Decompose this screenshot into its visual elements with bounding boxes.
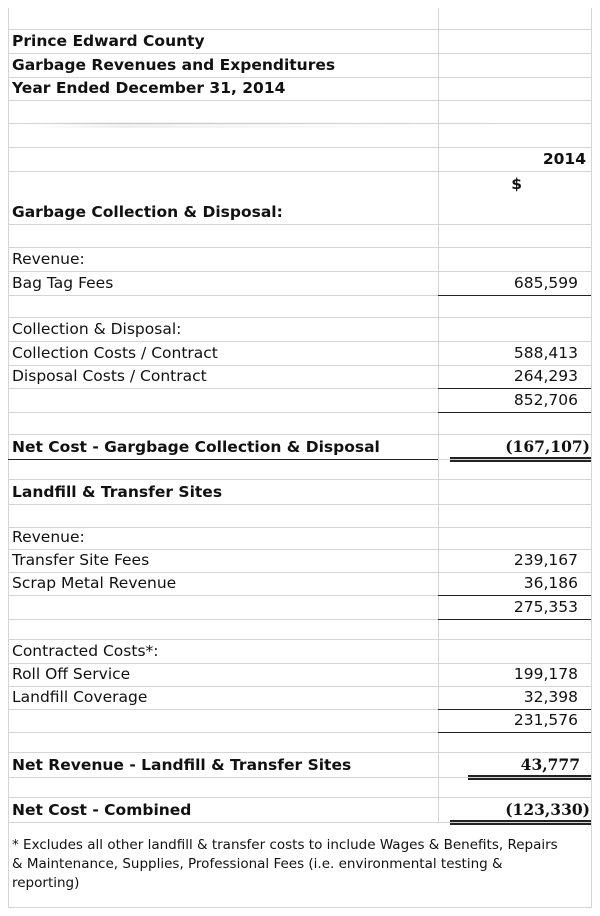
grid-row bbox=[8, 101, 592, 124]
grid-row bbox=[8, 225, 592, 248]
underline bbox=[450, 823, 591, 825]
roll-off-value: 199,178 bbox=[513, 665, 578, 683]
net-revenue-landfill-label: Net Revenue - Landfill & Transfer Sites bbox=[12, 756, 352, 774]
spreadsheet bbox=[8, 8, 592, 908]
grid-row bbox=[8, 778, 592, 798]
collection-disposal-label: Collection & Disposal: bbox=[12, 320, 182, 338]
roll-off-label: Roll Off Service bbox=[12, 665, 131, 683]
underline bbox=[450, 460, 591, 462]
grid-row bbox=[8, 30, 592, 54]
underline bbox=[438, 595, 591, 596]
landfill-coverage-value: 32,398 bbox=[523, 688, 578, 706]
collection-costs-label: Collection Costs / Contract bbox=[12, 344, 218, 362]
underline bbox=[468, 778, 591, 780]
grid-row bbox=[8, 460, 592, 480]
grid-row bbox=[8, 733, 592, 753]
grid-row bbox=[8, 272, 592, 296]
net-cost-combined-value: (123,330) bbox=[505, 800, 590, 819]
contracted-costs-subtotal: 231,576 bbox=[513, 711, 578, 729]
grid-row bbox=[8, 413, 592, 435]
grid-row bbox=[8, 389, 592, 413]
grid-row bbox=[8, 196, 592, 225]
grid-row bbox=[8, 505, 592, 528]
net-cost-garbage-label: Net Cost - Gargbage Collection & Disposal bbox=[12, 438, 380, 456]
section-title-landfill: Landfill & Transfer Sites bbox=[12, 483, 223, 501]
grid-row bbox=[8, 480, 592, 505]
footnote: * Excludes all other landfill & transfer costs to include Wages & Benefits, Repairs & Maintenance, Supplies, Professional Fees (i.e. environmental testing & reporting) bbox=[12, 837, 558, 891]
grid-row bbox=[8, 687, 592, 710]
bag-tag-label: Bag Tag Fees bbox=[12, 274, 114, 292]
revenue-label-2: Revenue: bbox=[12, 528, 85, 546]
bag-tag-value: 685,599 bbox=[513, 274, 578, 292]
grid-row bbox=[8, 54, 592, 78]
header-line-3: Year Ended December 31, 2014 bbox=[12, 79, 286, 97]
grid-row bbox=[8, 318, 592, 342]
grid-row bbox=[8, 148, 592, 172]
grid-row bbox=[8, 528, 592, 550]
header-line-1: Prince Edward County bbox=[12, 32, 205, 50]
grid-row bbox=[8, 296, 592, 318]
disposal-costs-label: Disposal Costs / Contract bbox=[12, 367, 207, 385]
collection-subtotal-value: 852,706 bbox=[513, 391, 578, 409]
underline bbox=[438, 619, 591, 620]
landfill-revenue-subtotal: 275,353 bbox=[513, 598, 578, 616]
grid-row bbox=[8, 596, 592, 620]
underline bbox=[438, 295, 591, 296]
underline bbox=[450, 457, 591, 459]
net-revenue-landfill-value: 43,777 bbox=[520, 755, 580, 774]
underline bbox=[438, 709, 591, 710]
grid-row bbox=[8, 573, 592, 596]
grid-col-left bbox=[8, 8, 9, 908]
underline bbox=[468, 775, 591, 777]
underline bbox=[8, 459, 438, 460]
grid-col-right bbox=[591, 8, 592, 908]
grid-row bbox=[8, 248, 592, 272]
header-line-2: Garbage Revenues and Expenditures bbox=[12, 56, 336, 74]
underline bbox=[450, 820, 591, 822]
grid-row bbox=[8, 640, 592, 664]
grid-row bbox=[8, 620, 592, 640]
disposal-costs-value: 264,293 bbox=[513, 367, 578, 385]
grid-row bbox=[8, 710, 592, 733]
underline bbox=[438, 388, 591, 389]
landfill-coverage-label: Landfill Coverage bbox=[12, 688, 148, 706]
blurred-row bbox=[28, 122, 508, 128]
collection-costs-value: 588,413 bbox=[513, 344, 578, 362]
grid-row bbox=[8, 366, 592, 389]
grid-row bbox=[8, 172, 592, 196]
scrap-metal-value: 36,186 bbox=[523, 574, 578, 592]
grid-row bbox=[8, 8, 592, 30]
revenue-label-1: Revenue: bbox=[12, 250, 85, 268]
grid-row bbox=[8, 664, 592, 687]
grid-row bbox=[8, 78, 592, 101]
grid-col-divider bbox=[438, 8, 439, 823]
currency-header: $ bbox=[511, 175, 522, 193]
transfer-fees-value: 239,167 bbox=[513, 551, 578, 569]
underline bbox=[438, 732, 591, 733]
grid-row bbox=[8, 342, 592, 366]
year-header: 2014 bbox=[542, 150, 586, 168]
contracted-costs-label: Contracted Costs*: bbox=[12, 642, 159, 660]
scrap-metal-label: Scrap Metal Revenue bbox=[12, 574, 177, 592]
grid-row bbox=[8, 550, 592, 573]
transfer-fees-label: Transfer Site Fees bbox=[12, 551, 150, 569]
net-cost-combined-label: Net Cost - Combined bbox=[12, 801, 192, 819]
underline bbox=[438, 412, 591, 413]
net-cost-garbage-value: (167,107) bbox=[505, 437, 590, 456]
section-title-garbage: Garbage Collection & Disposal: bbox=[12, 203, 283, 221]
